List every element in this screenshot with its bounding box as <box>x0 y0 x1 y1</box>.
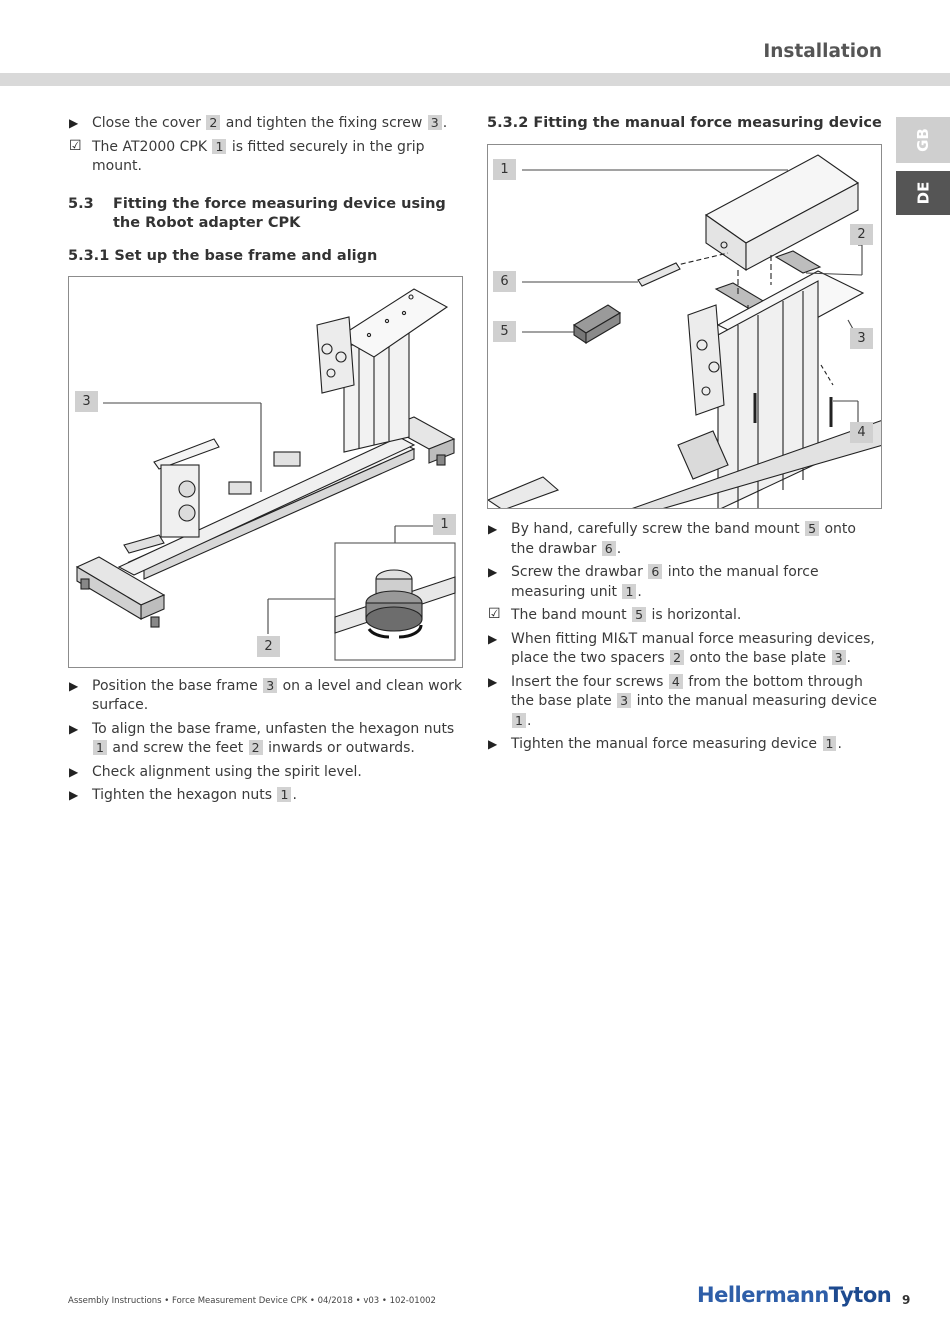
figure2-callout-1: 1 <box>493 159 516 180</box>
instruction-text: and screw the feet <box>107 740 248 756</box>
logo-text-b: Tyton <box>828 1283 892 1307</box>
instruction-text: Close the cover <box>92 115 206 131</box>
step-arrow-icon: ▶ <box>488 631 498 646</box>
instruction-text: . <box>637 583 642 600</box>
instruction-text: The AT2000 CPK <box>92 138 212 155</box>
instruction-text: Tighten the manual force measuring device <box>511 736 822 752</box>
instruction-text: Tighten the hexagon nuts <box>92 787 277 803</box>
step-arrow-icon: ▶ <box>488 737 498 751</box>
hellermanntyton-logo <box>697 1283 891 1307</box>
section-title: Fitting the force measuring device using the Robot adapter CPK <box>113 195 446 231</box>
instruction-text: . <box>442 115 448 131</box>
item-reference-tag: 1 <box>622 584 636 599</box>
instruction-text: . <box>292 787 297 803</box>
figure2-callout-4: 4 <box>850 422 873 443</box>
instruction-text: onto the drawbar <box>511 521 856 557</box>
instruction-text: and tighten the fixing screw <box>221 115 427 131</box>
figure2-callout-6: 6 <box>493 271 516 292</box>
language-tab-de-label: DE <box>913 181 932 205</box>
item-reference-tag: 1 <box>512 713 526 728</box>
instruction-text: . <box>837 736 842 752</box>
item-reference-tag: 4 <box>669 674 683 689</box>
item-reference-tag: 3 <box>832 650 846 665</box>
instruction-text: . <box>846 650 851 666</box>
instruction-item <box>68 138 464 177</box>
checkbox-result-icon: ☑ <box>488 606 501 622</box>
instruction-item <box>487 563 882 602</box>
instruction-text: from the bottom through the base plate <box>511 673 863 709</box>
instruction-text: is fitted securely in the grip mount. <box>92 138 425 174</box>
item-reference-tag: 2 <box>670 650 684 665</box>
instruction-text: . <box>526 712 532 729</box>
base-frame-steps <box>68 677 464 806</box>
instruction-text: By hand, carefully screw the band mount <box>511 521 805 537</box>
header-bar <box>0 73 950 86</box>
figure2-callout-3: 3 <box>850 328 873 349</box>
step-arrow-icon: ▶ <box>69 678 79 693</box>
subsection-heading-532: 5.3.2 Fitting the manual force measuring device <box>487 115 882 131</box>
instruction-text: on a level and clean work surface. <box>92 677 463 713</box>
item-reference-tag: 6 <box>648 564 662 579</box>
item-reference-tag: 3 <box>428 115 442 130</box>
instruction-text: The band mount <box>511 607 632 623</box>
step-arrow-icon: ▶ <box>69 788 79 802</box>
instruction-item <box>487 520 882 559</box>
instruction-text: onto the base plate <box>685 650 831 666</box>
instruction-item <box>487 606 882 626</box>
footer-document-info: Assembly Instructions • Force Measurement Device CPK • 04/2018 • v03 • 102-01002 <box>68 1296 436 1306</box>
base-frame-figure <box>68 276 463 668</box>
instruction-text: into the manual force measuring unit <box>511 564 819 600</box>
item-reference-tag: 1 <box>823 736 837 751</box>
intro-list <box>68 114 464 177</box>
page-header-title: Installation <box>763 41 882 62</box>
item-reference-tag: 1 <box>212 139 226 154</box>
instruction-item <box>487 735 882 755</box>
instruction-item <box>68 114 464 134</box>
logo-text-a: Hellermann <box>697 1283 829 1307</box>
step-arrow-icon: ▶ <box>69 764 79 779</box>
right-column <box>487 114 882 759</box>
instruction-text: . <box>616 540 622 557</box>
manual-device-steps <box>487 520 882 755</box>
item-reference-tag: 2 <box>206 115 220 130</box>
language-tab-gb[interactable] <box>896 117 950 163</box>
instruction-text: To align the base frame, unfasten the hexagon nuts <box>92 720 455 737</box>
page-number: 9 <box>902 1293 911 1307</box>
manual-device-figure <box>487 144 882 509</box>
instruction-text: Position the base frame <box>92 677 263 694</box>
figure2-callout-2: 2 <box>850 224 873 245</box>
manual-device-illustration <box>488 145 882 509</box>
instruction-item <box>68 677 464 716</box>
step-arrow-icon: ▶ <box>488 522 498 536</box>
step-arrow-icon: ▶ <box>69 116 79 130</box>
instruction-text: Insert the four screws <box>511 673 668 690</box>
instruction-item <box>68 786 464 806</box>
instruction-item <box>68 763 464 783</box>
item-reference-tag: 1 <box>277 787 291 802</box>
instruction-text: Check alignment using the spirit level. <box>92 763 362 780</box>
instruction-text: Screw the drawbar <box>511 564 648 580</box>
instruction-item <box>68 720 464 759</box>
base-frame-illustration <box>69 277 463 668</box>
item-reference-tag: 3 <box>263 678 277 693</box>
section-heading <box>68 195 464 233</box>
language-tab-gb-label: GB <box>914 128 932 152</box>
figure2-callout-5: 5 <box>493 321 516 342</box>
item-reference-tag: 5 <box>632 607 646 622</box>
instruction-text: When fitting MI&T manual force measuring devices, place the two spacers <box>511 630 875 666</box>
item-reference-tag: 3 <box>617 693 631 708</box>
instruction-text: inwards or outwards. <box>263 740 415 756</box>
instruction-item <box>487 673 882 732</box>
instruction-text: is horizontal. <box>647 607 742 623</box>
step-arrow-icon: ▶ <box>488 565 498 579</box>
instruction-item <box>487 630 882 669</box>
step-arrow-icon: ▶ <box>488 674 498 689</box>
item-reference-tag: 2 <box>249 740 263 755</box>
figure1-callout-3: 3 <box>75 391 98 412</box>
item-reference-tag: 5 <box>805 521 819 536</box>
section-number: 5.3 <box>68 195 94 212</box>
language-tab-de[interactable] <box>896 171 950 215</box>
figure1-callout-2: 2 <box>257 636 280 657</box>
instruction-text: into the manual measuring device <box>632 693 877 709</box>
item-reference-tag: 1 <box>93 740 107 755</box>
figure1-callout-1: 1 <box>433 514 456 535</box>
checkbox-result-icon: ☑ <box>69 137 82 154</box>
step-arrow-icon: ▶ <box>69 721 79 736</box>
subsection-heading-531: 5.3.1 Set up the base frame and align <box>68 247 378 264</box>
left-column <box>68 114 464 810</box>
item-reference-tag: 6 <box>602 541 616 556</box>
